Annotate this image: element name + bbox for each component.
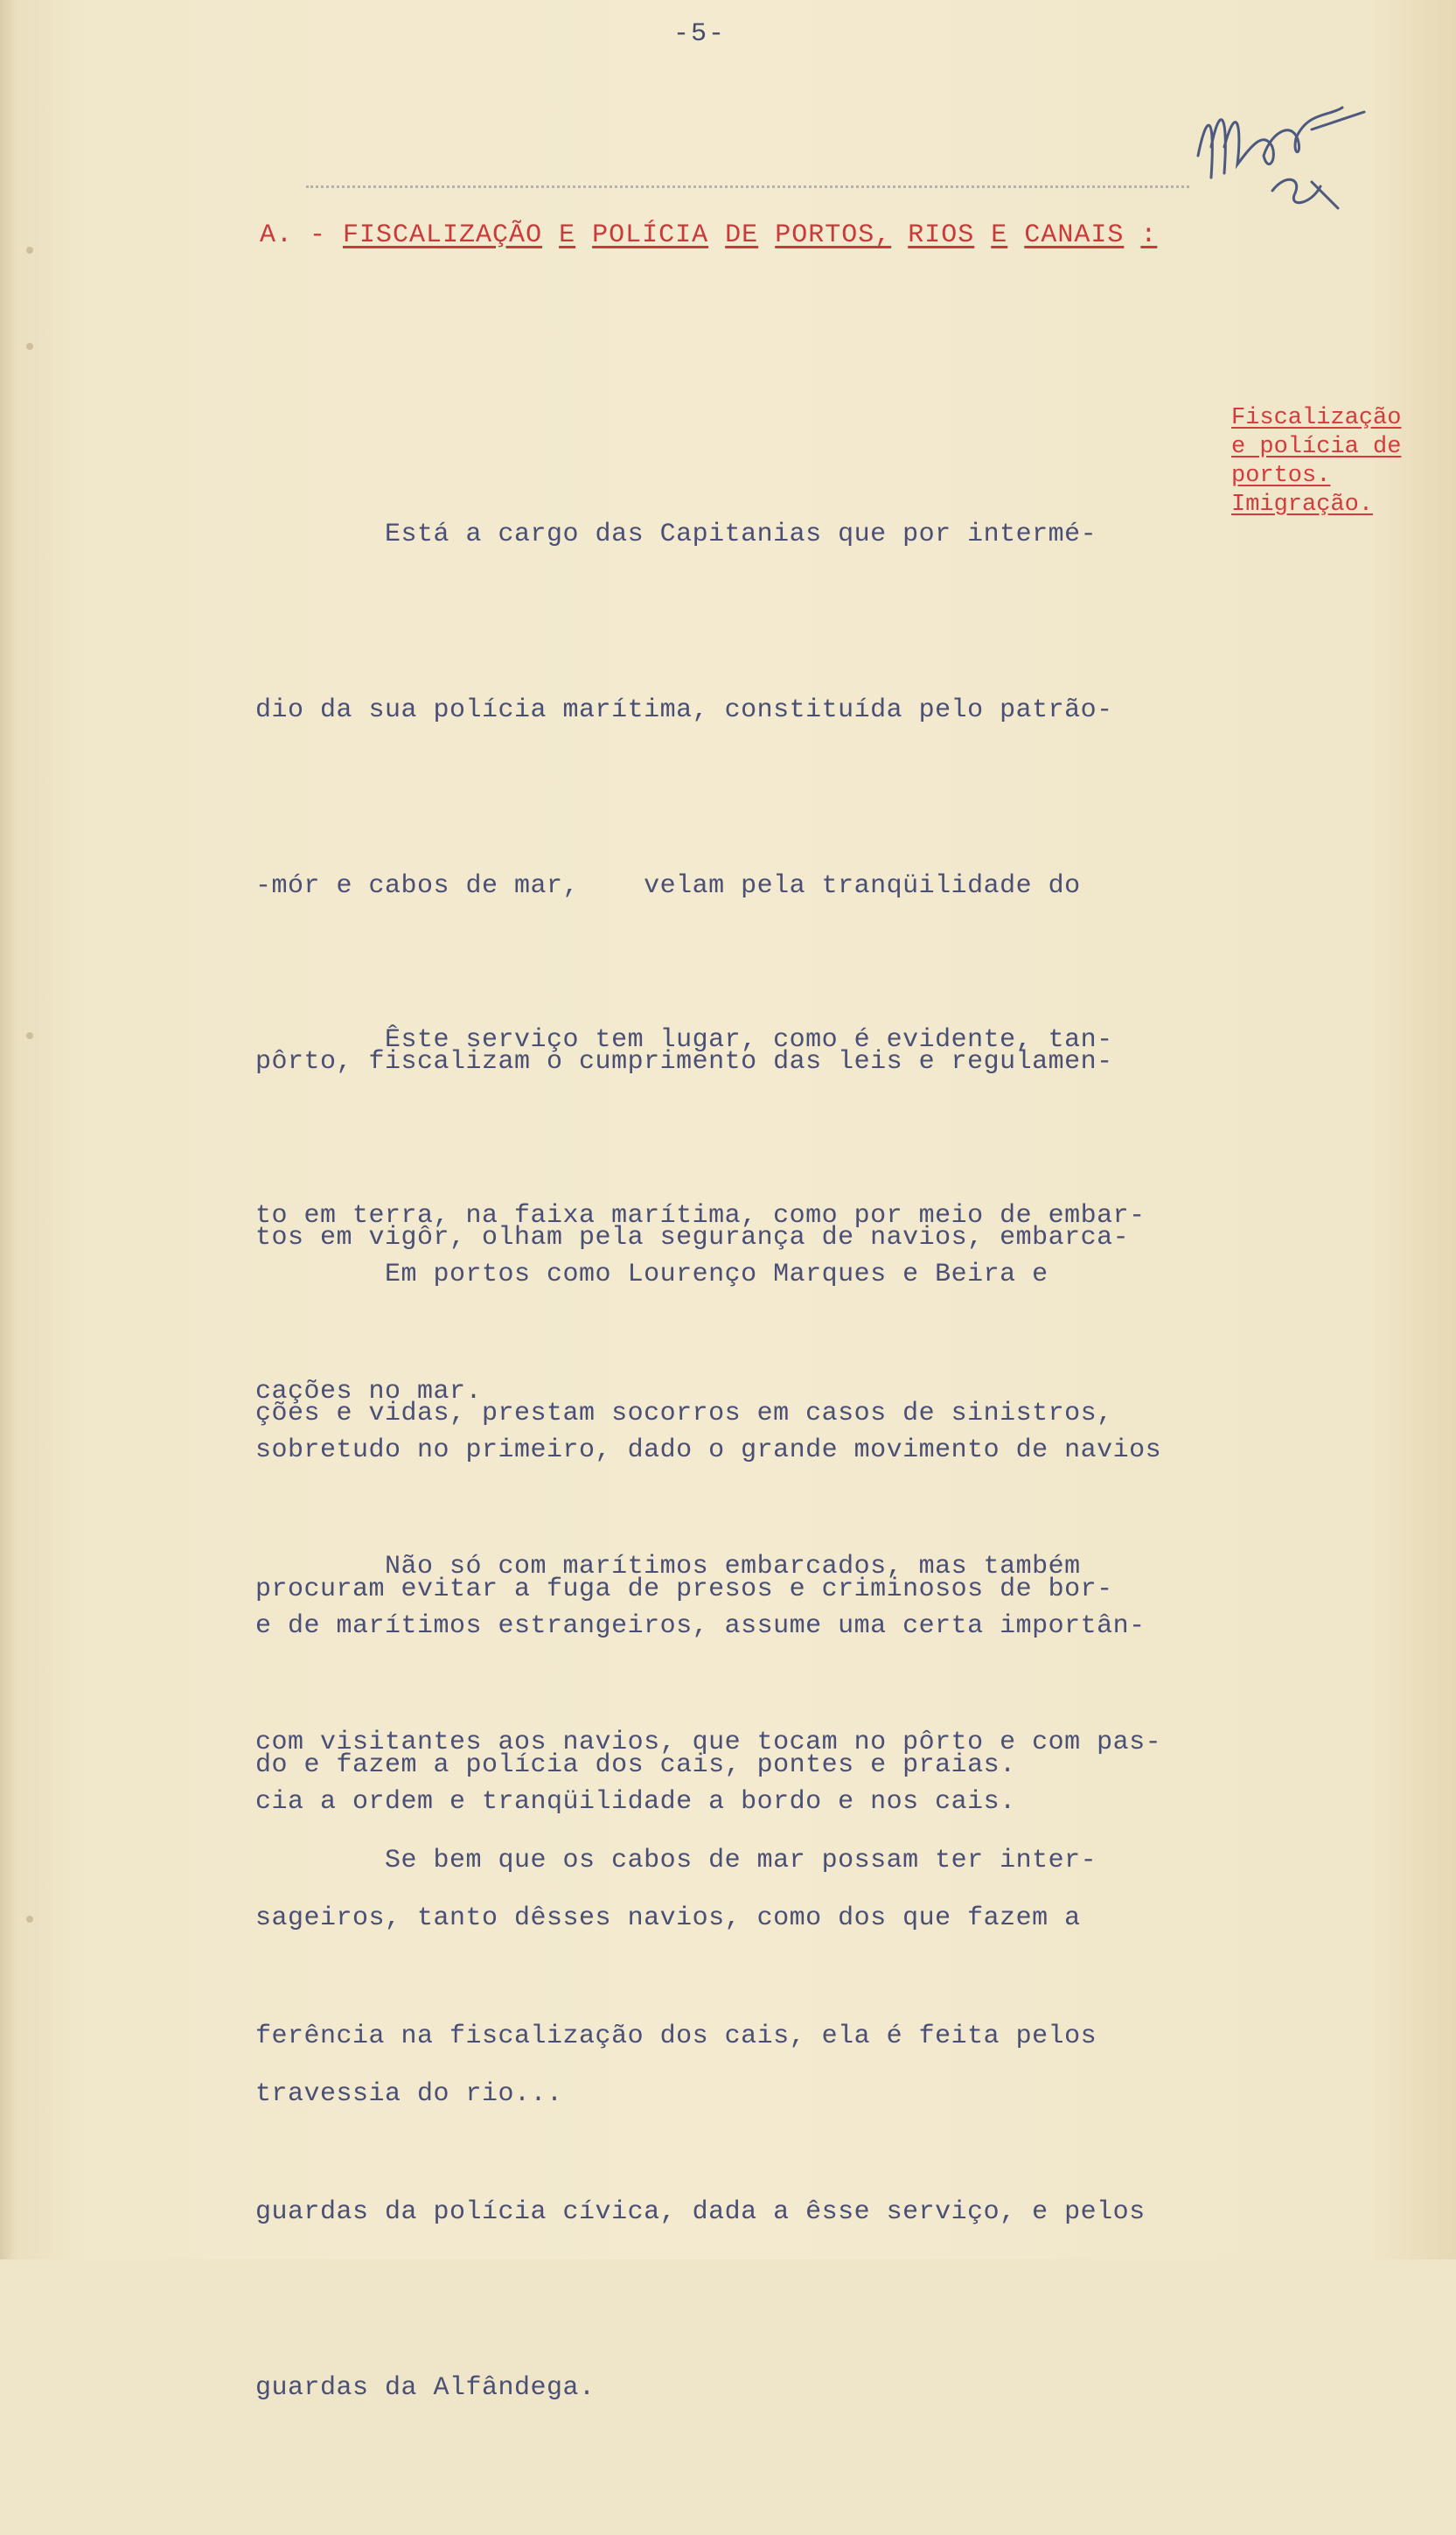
punch-hole [26, 1032, 33, 1039]
text-line: guardas da polícia cívica, dada a êsse serviço, e pelos [255, 2197, 1146, 2227]
margin-annotation-line: Imigração. [1231, 492, 1374, 518]
text-line: Em portos como Lourenço Marques e Beira e [255, 1260, 1048, 1289]
text-line: travessia do rio... [255, 2079, 563, 2109]
heading-word: E [991, 220, 1008, 250]
margin-annotation-line: e polícia de [1231, 434, 1402, 460]
text-line: cia a ordem e tranqüilidade a bordo e nos cais. [255, 1787, 1016, 1817]
paragraph-cabos [255, 1714, 1146, 2535]
text-line: com visitantes aos navios, que tocam no pôrto e com pas- [255, 1728, 1162, 1757]
text-line: guardas da Alfândega. [255, 2373, 596, 2403]
handwritten-signature-icon [1189, 94, 1382, 217]
margin-annotation [1231, 404, 1450, 520]
text-line: Está a cargo das Capitanias que por intermé- [255, 520, 1097, 549]
text-line: dio da sua polícia marítima, constituída pelo patrão- [255, 695, 1113, 725]
margin-annotation-line: portos. [1231, 463, 1331, 489]
heading-word: : [1140, 220, 1158, 250]
text-line: pôrto, fiscalizam o cumprimento das leis e regulamen- [255, 1047, 1113, 1077]
text-line: to em terra, na faixa marítima, como por meio de embar- [255, 1201, 1146, 1231]
text-line: e de marítimos estrangeiros, assume uma certa importân- [255, 1611, 1146, 1641]
text-line: do e fazem a polícia dos cais, pontes e praias. [255, 1750, 1016, 1780]
punch-hole [26, 1916, 33, 1923]
punch-hole [26, 343, 33, 350]
text-line: Êste serviço tem lugar, como é evidente, tan- [255, 1025, 1113, 1055]
text-line: sobretudo no primeiro, dado o grande movimento de navios [255, 1435, 1162, 1465]
faint-typed-line [306, 185, 1189, 188]
text-line: ções e vidas, prestam socorros em casos de sinistros, [255, 1399, 1113, 1428]
paper-edge-shadow [0, 0, 16, 2259]
heading-word: PORTOS, [775, 220, 892, 250]
section-heading [260, 220, 1157, 250]
heading-word: E [559, 220, 576, 250]
text-line: sageiros, tanto dêsses navios, como dos que fazem a [255, 1903, 1081, 1933]
heading-word: FISCALIZAÇÃO [343, 220, 543, 250]
text-line: -mór e cabos de mar, velam pela tranqüilidade do [255, 871, 1081, 901]
text-line: cações no mar. [255, 1377, 483, 1407]
margin-annotation-line: Fiscalização [1231, 405, 1402, 431]
text-line: tos em vigôr, olham pela segurança de navios, embarca- [255, 1223, 1130, 1253]
heading-word: DE [725, 220, 759, 250]
text-line: Não só com marítimos embarcados, mas também [255, 1552, 1081, 1582]
punch-hole [26, 247, 33, 254]
heading-word: RIOS [908, 220, 975, 250]
heading-letter: A. - [260, 220, 327, 250]
heading-word: CANAIS [1024, 220, 1125, 250]
page-number: -5- [673, 19, 727, 49]
text-line: Se bem que os cabos de mar possam ter inter- [255, 1846, 1097, 1875]
text-line: procuram evitar a fuga de presos e criminosos de bor- [255, 1575, 1113, 1604]
heading-word: POLÍCIA [592, 220, 709, 250]
text-line: ferência na fiscalização dos cais, ela é feita pelos [255, 2022, 1097, 2051]
